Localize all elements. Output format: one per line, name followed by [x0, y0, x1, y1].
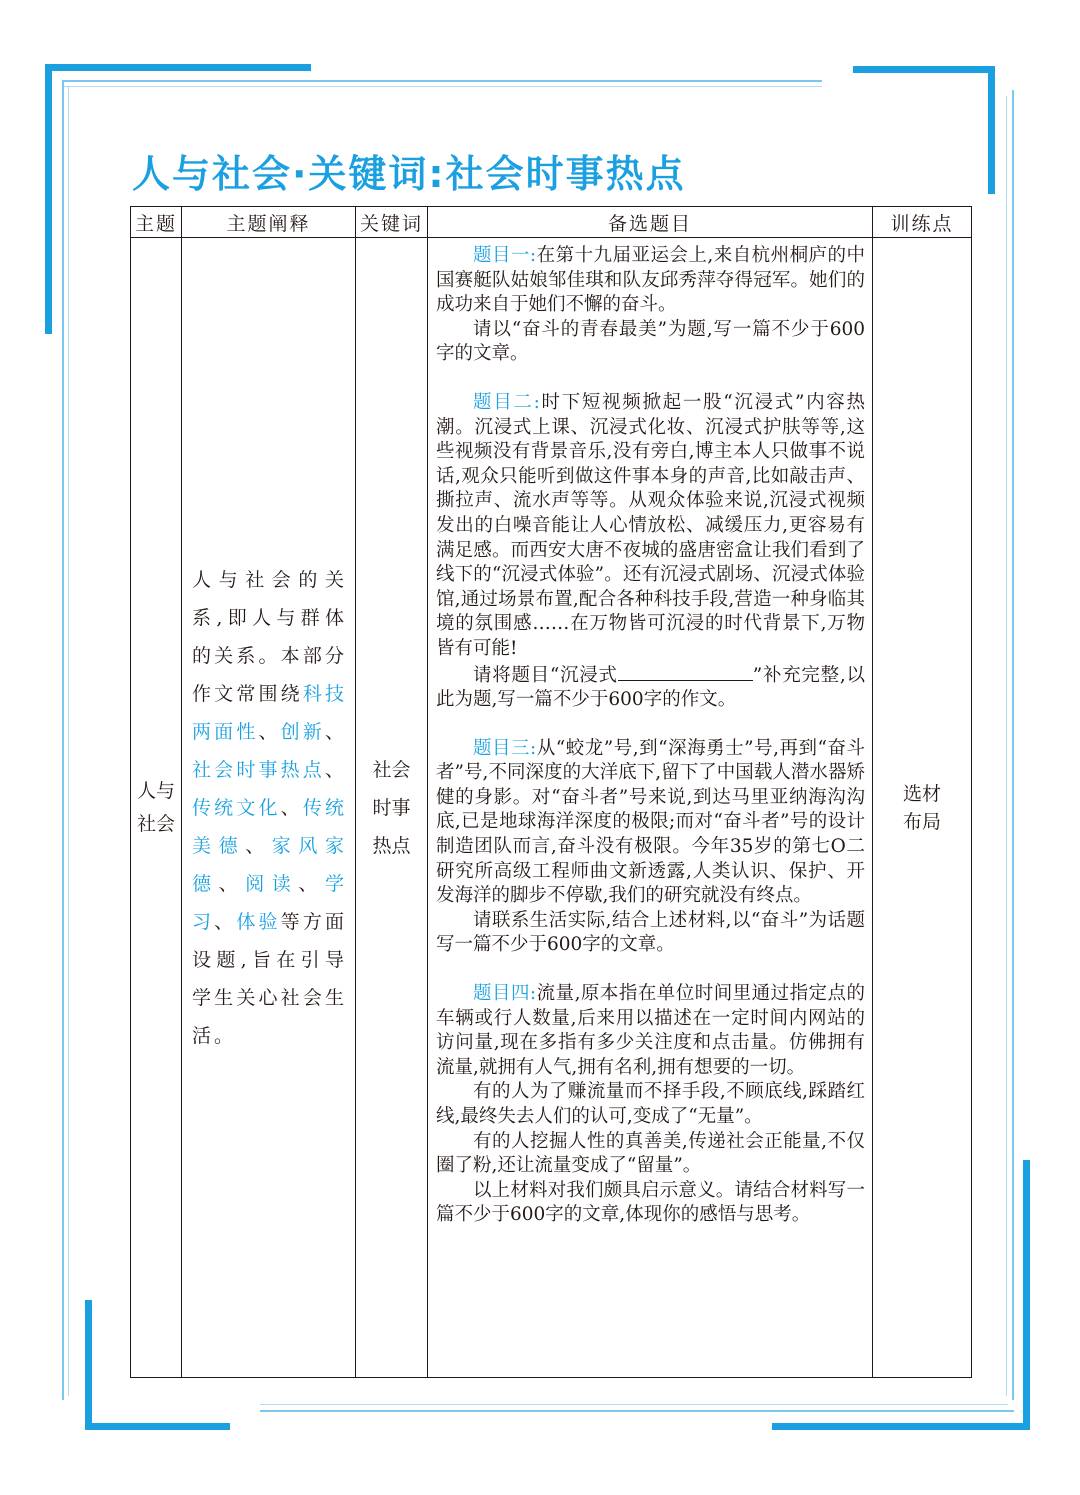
frame-bottom-right-h [772, 1423, 1030, 1430]
separator: 、 [245, 834, 272, 857]
explanation-text: 等方面设题,旨在引导学生关心社会生活。 [192, 910, 347, 1047]
topic-table [130, 206, 972, 1378]
keyword-highlight: 阅读 [245, 872, 299, 895]
topic-2-prompt [436, 662, 865, 713]
theme-cell [131, 238, 182, 1378]
topic-4-prompt: 以上材料对我们颇具启示意义。请结合材料写一篇不少于600字的文章,体现你的感悟与思考。 [436, 1179, 865, 1226]
topic-4-paragraph-2: 有的人为了赚流量而不择手段,不顾底线,踩踏红线,最终失去人们的认可,变成了“无量”。 [436, 1081, 865, 1127]
frame-top-left-v [45, 64, 52, 334]
topic-1-paragraph [436, 244, 865, 318]
topic-4-label: 题目四: [473, 983, 537, 1005]
frame-bottom-right-v [1023, 1160, 1030, 1430]
separator: 、 [214, 910, 237, 933]
topics-cell [428, 238, 873, 1378]
topic-4-text: 流量,原本指在单位时间里通过指定点的车辆或行人数量,后来用以描述在一定时间内网站的访问量,现在多指有多少关注度和点击量。仿佛拥有流量,就拥有人气,拥有名利,拥有想要的一切。 [436, 983, 866, 1078]
frame-bottom-left-v [85, 1300, 92, 1430]
topic-2-prompt-a: 请将题目“沉浸式 [473, 664, 618, 686]
thin-line-bottom-2 [260, 1404, 1008, 1405]
topic-4-paragraph-3: 有的人挖掘人性的真善美,传递社会正能量,不仅圈了粉,还让流量变成了“留量”。 [436, 1130, 865, 1177]
training-point-text: 选材布局 [902, 782, 941, 833]
topic-3-paragraph [436, 737, 865, 909]
header-theme: 主题 [131, 207, 182, 238]
header-training-point: 训练点 [873, 207, 972, 238]
explanation-cell [182, 238, 356, 1378]
topic-2-label: 题目二: [473, 391, 540, 413]
separator: 、 [218, 872, 246, 895]
topic-2-prompt-b: ”补充完整,以此为题,写一篇不少于600字的作文。 [436, 664, 865, 711]
fill-blank-line [618, 662, 753, 681]
keyword-text: 社会时事热点 [372, 758, 411, 857]
theme-text: 人与社会 [136, 779, 175, 835]
frame-bottom-left-h [85, 1423, 230, 1430]
separator: 、 [324, 720, 347, 743]
separator: 、 [258, 720, 281, 743]
topic-3-prompt: 请联系生活实际,结合上述材料,以“奋斗”为话题写一篇不少于600字的文章。 [436, 909, 865, 956]
frame-top-left-h [45, 64, 311, 71]
thin-line-left [62, 80, 64, 1400]
thin-line-top-2 [62, 86, 822, 87]
frame-top-right-v [988, 66, 995, 194]
topic-3-text: 从“蛟龙”号,到“深海勇士”号,再到“奋斗者”号,不同深度的大洋底下,留下了中国载人潜水器矫健的身影。对“奋斗者”号来说,到达马里亚纳海沟沟底,已是地球海洋深度的极限;而对“奋斗者”号的设计制造团队而言,奋斗没有极限。今年35岁的第七O二研究所高级工程师曲文新透露,人类认识、保护、开发海洋的脚步不停歇,我们的研究就没有终点。 [436, 737, 865, 907]
keyword-cell [356, 238, 428, 1378]
keyword-highlight: 学习 [192, 872, 347, 933]
header-keyword: 关键词 [356, 207, 428, 238]
topic-1-label: 题目一: [473, 245, 537, 266]
thin-line-right [1012, 90, 1014, 1400]
page-title: 人与社会·关键词:社会时事热点 [132, 152, 686, 196]
topic-1-prompt: 请以“奋斗的青春最美”为题,写一篇不少于600字的文章。 [436, 318, 865, 365]
training-point-cell [873, 238, 972, 1378]
keyword-highlight: 传统美德 [192, 796, 347, 857]
table-row [131, 238, 972, 1378]
keyword-highlight: 社会时事热点 [192, 758, 325, 781]
topic-2-paragraph [436, 391, 865, 662]
frame-top-right-h [853, 66, 995, 73]
table-header-row [131, 207, 972, 238]
topic-4-paragraph [436, 982, 865, 1080]
keyword-highlight: 创新 [280, 720, 325, 743]
separator: 、 [324, 758, 347, 781]
explanation-text: 人与社会的关系,即人与群体的关系。本部分作文常围绕 [192, 568, 347, 705]
keyword-highlight: 家风家德 [192, 834, 347, 895]
thin-line-bottom [260, 1410, 1014, 1412]
thin-line-right-2 [1006, 96, 1007, 1396]
keyword-highlight: 科技两面性 [192, 682, 347, 743]
thin-line-top [62, 80, 822, 82]
keyword-highlight: 体验 [236, 910, 281, 933]
header-topics: 备选题目 [428, 207, 873, 238]
topic-2-text: 时下短视频掀起一股“沉浸式”内容热潮。沉浸式上课、沉浸式化妆、沉浸式护肤等等,这些视频没有背景音乐,没有旁白,博主本人只做事不说话,观众只能听到做这件事本身的声音,比如敲击声、撕拉声、流水声等等。从观众体验来说,沉浸式视频发出的白噪音能让人心情放松、减缓压力,更容易有满足感。而西安大唐不夜城的盛唐密盒让我们看到了线下的“沉浸式体验”。还有沉浸式剧场、沉浸式体验馆,通过场景布置,配合各种科技手段,营造一种身临其境的氛围感……在万物皆可沉浸的时代背景下,万物皆有可能! [436, 391, 865, 659]
separator: 、 [298, 872, 325, 895]
topic-3-label: 题目三: [473, 737, 537, 759]
thin-line-left-2 [68, 86, 69, 1396]
header-explanation: 主题阐释 [182, 207, 356, 238]
topic-1-text: 在第十九届亚运会上,来自杭州桐庐的中国赛艇队姑娘邹佳琪和队友邱秀萍夺得冠军。她们的成功来自于她们不懈的奋斗。 [436, 245, 866, 316]
separator: 、 [280, 796, 303, 819]
keyword-highlight: 传统文化 [192, 796, 281, 819]
